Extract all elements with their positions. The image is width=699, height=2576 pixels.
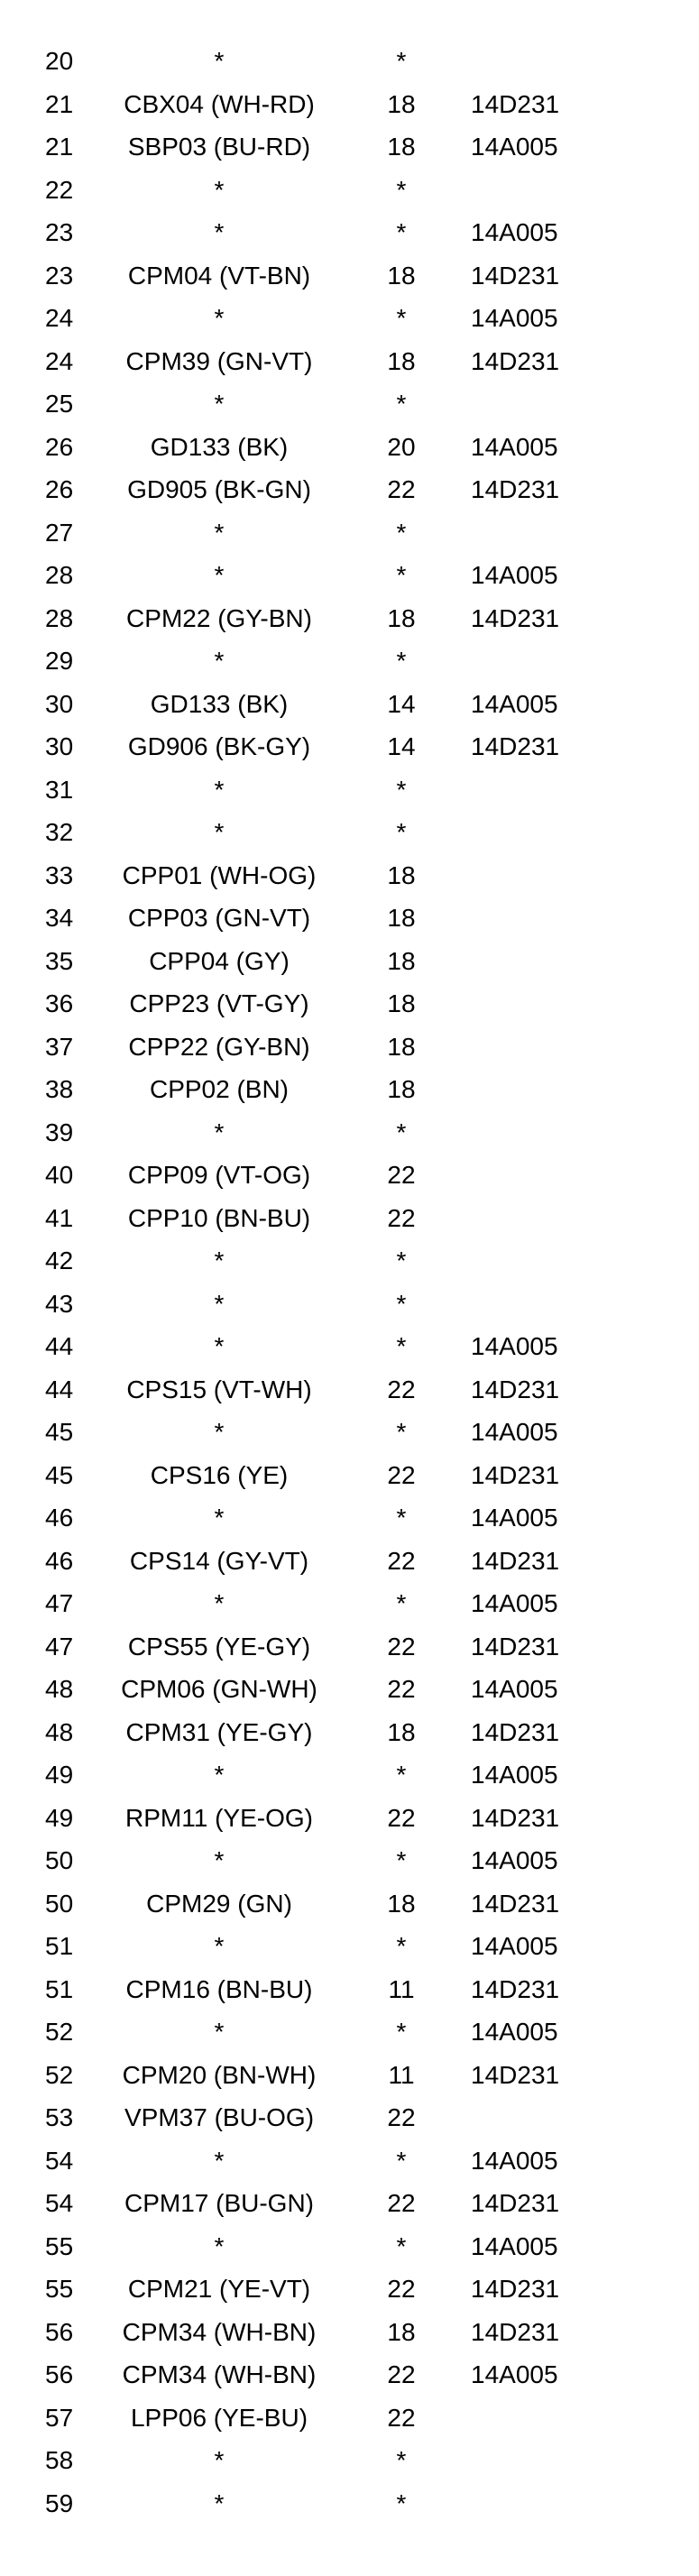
part-number: 14A005 <box>471 561 558 589</box>
circuit-code: CPM21 (YE-VT) <box>127 2275 311 2303</box>
part-number: 14A005 <box>471 432 558 461</box>
part-number: 14D231 <box>471 1974 560 2003</box>
wire-gauge: 22 <box>387 1161 416 1189</box>
wire-gauge: * <box>396 518 407 547</box>
circuit-code: * <box>214 2446 225 2474</box>
wire-gauge: 22 <box>387 1675 416 1703</box>
part-number: 14D231 <box>471 1717 560 1746</box>
wire-gauge: * <box>396 1589 407 1617</box>
table-row <box>0 1026 699 1069</box>
part-number: 14A005 <box>471 133 558 161</box>
pin-number: 53 <box>45 2103 74 2131</box>
pin-number: 23 <box>45 218 74 246</box>
wire-gauge: 22 <box>387 1803 416 1832</box>
wire-gauge: 18 <box>387 860 416 889</box>
pin-number: 41 <box>45 1203 74 1232</box>
circuit-code: * <box>214 1418 225 1446</box>
circuit-code: CPM17 (BU-GN) <box>124 2189 314 2217</box>
part-number: 14A005 <box>471 1932 558 1960</box>
part-number: 14A005 <box>471 2231 558 2260</box>
pin-number: 31 <box>45 775 74 804</box>
circuit-code: * <box>214 2489 225 2517</box>
wire-gauge: * <box>396 304 407 332</box>
wire-gauge: * <box>396 1332 407 1360</box>
circuit-code: GD905 (BK-GN) <box>127 475 311 503</box>
circuit-code: CPP23 (VT-GY) <box>129 989 309 1017</box>
part-number: 14D231 <box>471 603 560 632</box>
wire-gauge: 18 <box>387 346 416 375</box>
part-number: 14D231 <box>471 1889 560 1918</box>
circuit-code: * <box>214 2018 225 2046</box>
wire-gauge: * <box>396 1118 407 1146</box>
pin-number: 30 <box>45 689 74 718</box>
table-row <box>0 2182 699 2225</box>
circuit-code: LPP06 (YE-BU) <box>130 2403 308 2432</box>
wire-gauge: 22 <box>387 2403 416 2432</box>
table-row <box>0 1625 699 1669</box>
table-row <box>0 982 699 1026</box>
pin-number: 55 <box>45 2275 74 2303</box>
wire-gauge: 18 <box>387 989 416 1017</box>
part-number: 14A005 <box>471 2360 558 2388</box>
circuit-code: CPM31 (YE-GY) <box>125 1717 313 1746</box>
circuit-code: * <box>214 1846 225 1874</box>
pin-number: 58 <box>45 2446 74 2474</box>
part-number: 14D231 <box>471 1375 560 1403</box>
wire-gauge: 18 <box>387 946 416 975</box>
part-number: 14D231 <box>471 475 560 503</box>
pin-number: 33 <box>45 860 74 889</box>
circuit-code: * <box>214 1589 225 1617</box>
table-row <box>0 854 699 897</box>
table-row <box>0 1925 699 1968</box>
pin-number: 49 <box>45 1761 74 1789</box>
pin-number: 43 <box>45 1289 74 1318</box>
pin-number: 40 <box>45 1161 74 1189</box>
table-row <box>0 2225 699 2268</box>
table-row <box>0 125 699 169</box>
table-row <box>0 1154 699 1197</box>
table-row <box>0 2096 699 2139</box>
wire-gauge: 22 <box>387 2189 416 2217</box>
circuit-code: * <box>214 647 225 675</box>
circuit-code: * <box>214 518 225 547</box>
wire-gauge: 22 <box>387 1203 416 1232</box>
table-row <box>0 511 699 555</box>
part-number: 14A005 <box>471 1675 558 1703</box>
circuit-code: CPM34 (WH-BN) <box>122 2360 317 2388</box>
part-number: 14D231 <box>471 261 560 290</box>
pin-number: 49 <box>45 1803 74 1832</box>
pin-number: 29 <box>45 647 74 675</box>
pin-number: 38 <box>45 1075 74 1103</box>
circuit-code: * <box>214 1332 225 1360</box>
circuit-code: * <box>214 1504 225 1532</box>
part-number: 14D231 <box>471 1803 560 1832</box>
part-number: 14D231 <box>471 2060 560 2089</box>
pin-number: 28 <box>45 603 74 632</box>
circuit-code: * <box>214 218 225 246</box>
circuit-code: SBP03 (BU-RD) <box>127 133 311 161</box>
circuit-code: CPM04 (VT-BN) <box>127 261 311 290</box>
table-row <box>0 811 699 854</box>
wire-gauge: * <box>396 2231 407 2260</box>
circuit-code: GD133 (BK) <box>150 432 289 461</box>
pin-number: 52 <box>45 2018 74 2046</box>
part-number: 14A005 <box>471 304 558 332</box>
table-row <box>0 597 699 640</box>
pin-number: 22 <box>45 175 74 204</box>
circuit-code: * <box>214 1247 225 1274</box>
circuit-code: CPM06 (GN-WH) <box>121 1675 317 1703</box>
wire-gauge: * <box>396 1846 407 1874</box>
circuit-code: * <box>214 1761 225 1789</box>
circuit-code: * <box>214 561 225 589</box>
table-row <box>0 2311 699 2354</box>
circuit-code: * <box>214 2231 225 2260</box>
circuit-code: CPM22 (GY-BN) <box>126 603 312 632</box>
table-row <box>0 1197 699 1240</box>
pin-number: 24 <box>45 346 74 375</box>
part-number: 14A005 <box>471 1761 558 1789</box>
table-row <box>0 468 699 511</box>
pin-number: 56 <box>45 2317 74 2346</box>
table-row <box>0 340 699 383</box>
part-number: 14A005 <box>471 218 558 246</box>
pin-number: 45 <box>45 1460 74 1489</box>
wire-gauge: 18 <box>387 261 416 290</box>
pin-number: 52 <box>45 2060 74 2089</box>
circuit-code: * <box>214 1118 225 1146</box>
pin-number: 32 <box>45 818 74 846</box>
wire-gauge: 18 <box>387 1032 416 1061</box>
table-row <box>0 1496 699 1540</box>
wire-gauge: * <box>396 561 407 589</box>
wire-gauge: 14 <box>387 689 416 718</box>
wire-gauge: 22 <box>387 1460 416 1489</box>
pin-number: 46 <box>45 1504 74 1532</box>
wire-gauge: 18 <box>387 133 416 161</box>
pin-number: 54 <box>45 2146 74 2175</box>
circuit-code: * <box>214 2146 225 2175</box>
table-row <box>0 1797 699 1840</box>
pin-number: 46 <box>45 1546 74 1575</box>
wire-gauge: * <box>396 1932 407 1960</box>
table-row <box>0 1454 699 1497</box>
wire-gauge: 18 <box>387 1889 416 1918</box>
wire-gauge: * <box>396 1289 407 1318</box>
circuit-code: GD906 (BK-GY) <box>127 732 311 760</box>
pin-number: 57 <box>45 2403 74 2432</box>
pin-number: 27 <box>45 518 74 547</box>
table-row <box>0 297 699 340</box>
pin-number: 23 <box>45 261 74 290</box>
wire-gauge: * <box>396 2018 407 2046</box>
table-row <box>0 554 699 597</box>
pin-number: 37 <box>45 1032 74 1061</box>
pin-number: 54 <box>45 2189 74 2217</box>
wire-gauge: * <box>396 647 407 675</box>
circuit-code: CPP03 (GN-VT) <box>127 904 311 932</box>
table-row <box>0 725 699 768</box>
part-number: 14D231 <box>471 2275 560 2303</box>
circuit-code: CPM16 (BN-BU) <box>125 1974 313 2003</box>
connector-pinout-table <box>0 40 699 2525</box>
circuit-code: CPS15 (VT-WH) <box>126 1375 312 1403</box>
table-row <box>0 2054 699 2097</box>
circuit-code: GD133 (BK) <box>150 689 289 718</box>
wire-gauge: * <box>396 818 407 846</box>
table-row <box>0 1239 699 1283</box>
circuit-code: CBX04 (WH-RD) <box>124 89 315 118</box>
pin-number: 39 <box>45 1118 74 1146</box>
circuit-code: * <box>214 1289 225 1318</box>
pin-number: 47 <box>45 1589 74 1617</box>
pin-number: 20 <box>45 47 74 75</box>
table-row <box>0 639 699 683</box>
table-row <box>0 1753 699 1797</box>
table-row <box>0 1111 699 1155</box>
wire-gauge: 22 <box>387 2103 416 2131</box>
table-row <box>0 1668 699 1711</box>
table-row <box>0 768 699 812</box>
wire-gauge: 22 <box>387 475 416 503</box>
table-row <box>0 683 699 726</box>
pin-number: 21 <box>45 89 74 118</box>
table-row <box>0 211 699 254</box>
wire-gauge: * <box>396 2146 407 2175</box>
wire-gauge: 11 <box>388 1974 415 2003</box>
part-number: 14D231 <box>471 732 560 760</box>
table-row <box>0 1368 699 1412</box>
pin-number: 34 <box>45 904 74 932</box>
circuit-code: * <box>214 47 225 75</box>
table-row <box>0 2010 699 2054</box>
circuit-code: CPS55 (YE-GY) <box>127 1632 311 1661</box>
pin-number: 51 <box>45 1974 74 2003</box>
table-row <box>0 1540 699 1583</box>
circuit-code: * <box>214 390 225 418</box>
pin-number: 59 <box>45 2489 74 2517</box>
circuit-code: CPM34 (WH-BN) <box>122 2317 317 2346</box>
wire-gauge: 18 <box>387 603 416 632</box>
table-row <box>0 40 699 83</box>
wire-gauge: * <box>396 1418 407 1446</box>
table-row <box>0 2482 699 2525</box>
table-row <box>0 254 699 298</box>
pin-number: 24 <box>45 304 74 332</box>
table-row <box>0 2353 699 2397</box>
table-row <box>0 1968 699 2011</box>
part-number: 14D231 <box>471 1546 560 1575</box>
table-row <box>0 1882 699 1926</box>
pin-number: 50 <box>45 1846 74 1874</box>
table-row <box>0 169 699 212</box>
part-number: 14A005 <box>471 1589 558 1617</box>
wire-gauge: 22 <box>387 1546 416 1575</box>
part-number: 14D231 <box>471 2189 560 2217</box>
wire-gauge: * <box>396 1247 407 1274</box>
table-row <box>0 426 699 469</box>
circuit-code: CPM20 (BN-WH) <box>122 2060 317 2089</box>
circuit-code: CPM29 (GN) <box>146 1889 292 1918</box>
part-number: 14A005 <box>471 1846 558 1874</box>
circuit-code: CPP10 (BN-BU) <box>127 1203 311 1232</box>
circuit-code: * <box>214 775 225 804</box>
circuit-code: CPP22 (GY-BN) <box>128 1032 310 1061</box>
circuit-code: * <box>214 175 225 204</box>
table-row <box>0 897 699 940</box>
wire-gauge: * <box>396 218 407 246</box>
part-number: 14D231 <box>471 1632 560 1661</box>
table-row <box>0 83 699 126</box>
wire-gauge: * <box>396 775 407 804</box>
pin-number: 25 <box>45 390 74 418</box>
circuit-code: CPP01 (WH-OG) <box>122 860 317 889</box>
part-number: 14D231 <box>471 346 560 375</box>
pin-number: 45 <box>45 1418 74 1446</box>
circuit-code: CPM39 (GN-VT) <box>125 346 313 375</box>
table-row <box>0 1325 699 1368</box>
pin-number: 50 <box>45 1889 74 1918</box>
circuit-code: * <box>214 818 225 846</box>
part-number: 14A005 <box>471 1332 558 1360</box>
wire-gauge: 14 <box>387 732 416 760</box>
part-number: 14A005 <box>471 1504 558 1532</box>
pin-number: 56 <box>45 2360 74 2388</box>
table-row <box>0 940 699 983</box>
pin-number: 44 <box>45 1332 74 1360</box>
wire-gauge: 18 <box>387 89 416 118</box>
part-number: 14A005 <box>471 2146 558 2175</box>
pin-number: 26 <box>45 432 74 461</box>
part-number: 14D231 <box>471 2317 560 2346</box>
wire-gauge: * <box>396 2489 407 2517</box>
pin-number: 42 <box>45 1247 74 1274</box>
circuit-code: CPP02 (BN) <box>149 1075 290 1103</box>
table-row <box>0 1711 699 1754</box>
wire-gauge: * <box>396 175 407 204</box>
pin-number: 48 <box>45 1717 74 1746</box>
pin-number: 21 <box>45 133 74 161</box>
table-row <box>0 1068 699 1111</box>
wire-gauge: 18 <box>387 1075 416 1103</box>
circuit-code: RPM11 (YE-OG) <box>125 1803 313 1832</box>
wire-gauge: * <box>396 1761 407 1789</box>
pin-number: 30 <box>45 732 74 760</box>
table-row <box>0 382 699 426</box>
wire-gauge: 22 <box>387 2275 416 2303</box>
table-row <box>0 2397 699 2440</box>
wire-gauge: 22 <box>387 1632 416 1661</box>
table-row <box>0 2439 699 2482</box>
wire-gauge: 18 <box>387 1717 416 1746</box>
circuit-code: CPP04 (GY) <box>149 946 290 975</box>
pin-number: 26 <box>45 475 74 503</box>
part-number: 14A005 <box>471 2018 558 2046</box>
part-number: 14A005 <box>471 689 558 718</box>
wire-gauge: 22 <box>387 1375 416 1403</box>
wire-gauge: 20 <box>387 432 416 461</box>
part-number: 14A005 <box>471 1418 558 1446</box>
wire-gauge: 18 <box>387 2317 416 2346</box>
circuit-code: CPS14 (GY-VT) <box>129 1546 309 1575</box>
part-number: 14D231 <box>471 1460 560 1489</box>
circuit-code: VPM37 (BU-OG) <box>124 2103 315 2131</box>
pin-number: 48 <box>45 1675 74 1703</box>
pin-number: 55 <box>45 2231 74 2260</box>
circuit-code: * <box>214 1932 225 1960</box>
wire-gauge: 22 <box>387 2360 416 2388</box>
wire-gauge: * <box>396 47 407 75</box>
table-row <box>0 2268 699 2311</box>
circuit-code: CPP09 (VT-OG) <box>127 1161 311 1189</box>
table-row <box>0 1283 699 1326</box>
part-number: 14D231 <box>471 89 560 118</box>
pin-number: 47 <box>45 1632 74 1661</box>
wire-gauge: * <box>396 2446 407 2474</box>
pin-number: 28 <box>45 561 74 589</box>
pin-number: 36 <box>45 989 74 1017</box>
wire-gauge: * <box>396 390 407 418</box>
pin-number: 35 <box>45 946 74 975</box>
wire-gauge: 18 <box>387 904 416 932</box>
pin-number: 44 <box>45 1375 74 1403</box>
table-row <box>0 2139 699 2183</box>
circuit-code: * <box>214 304 225 332</box>
circuit-code: CPS16 (YE) <box>150 1460 289 1489</box>
table-row <box>0 1839 699 1882</box>
table-row <box>0 1582 699 1625</box>
wire-gauge: 11 <box>388 2060 415 2089</box>
pin-number: 51 <box>45 1932 74 1960</box>
table-row <box>0 1411 699 1454</box>
wire-gauge: * <box>396 1504 407 1532</box>
